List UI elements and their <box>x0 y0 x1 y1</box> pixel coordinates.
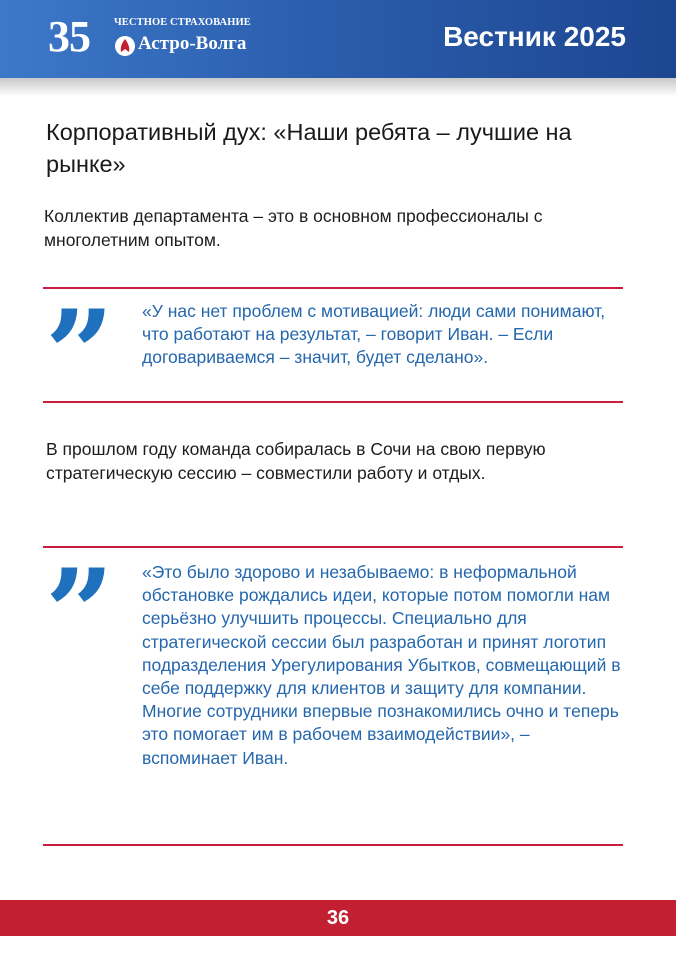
pull-quote-1-text: «У нас нет проблем с мотивацией: люди сами понимают, что работают на результат, – говорит Иван. – Если договариваемся – значит, будет сделано». <box>142 301 606 368</box>
page-number: 36 <box>326 907 350 929</box>
pull-quote-2-text: «Это было здорово и незабываемо: в неформальной обстановке рождались идеи, которые потом помогли нам серьёзно улучшить процессы. Специально для стратегической сессии был разработан и принят логотип подразделения Урегулирования Убытков, совмещающий в себе поддержку для клиентов и защиту для компании. Многие сотрудники впервые познакомились очно и теперь это помогает им в рабочем взаимодействии», – вспоминает Иван. <box>142 562 621 768</box>
page-footer <box>0 900 676 936</box>
issue-title: Вестник 2025 <box>443 21 626 52</box>
logo-emblem-icon <box>114 35 136 57</box>
quote-mark-icon: ” <box>45 543 109 684</box>
pull-quote-1 <box>43 284 623 425</box>
logo-tagline: ЧЕСТНОЕ СТРАХОВАНИЕ <box>114 17 251 28</box>
article-paragraph-2: В прошлом году команда собиралась в Сочи на свою первую стратегическую сессию – совместили работу и отдых. <box>46 439 546 483</box>
quote-mark-icon: ” <box>45 284 109 425</box>
article-headline: Корпоративный дух: «Наши ребята – лучшие на рынке» <box>46 119 572 177</box>
article-paragraph-1: Коллектив департамента – это в основном профессионалы с многолетним опытом. <box>44 206 543 250</box>
header-shadow-divider <box>0 78 676 96</box>
logo-company-name: Астро-Волга <box>138 33 247 54</box>
pull-quote-2 <box>43 543 623 846</box>
page-header <box>0 0 676 78</box>
logo-anniversary-number: 35 <box>48 12 90 61</box>
